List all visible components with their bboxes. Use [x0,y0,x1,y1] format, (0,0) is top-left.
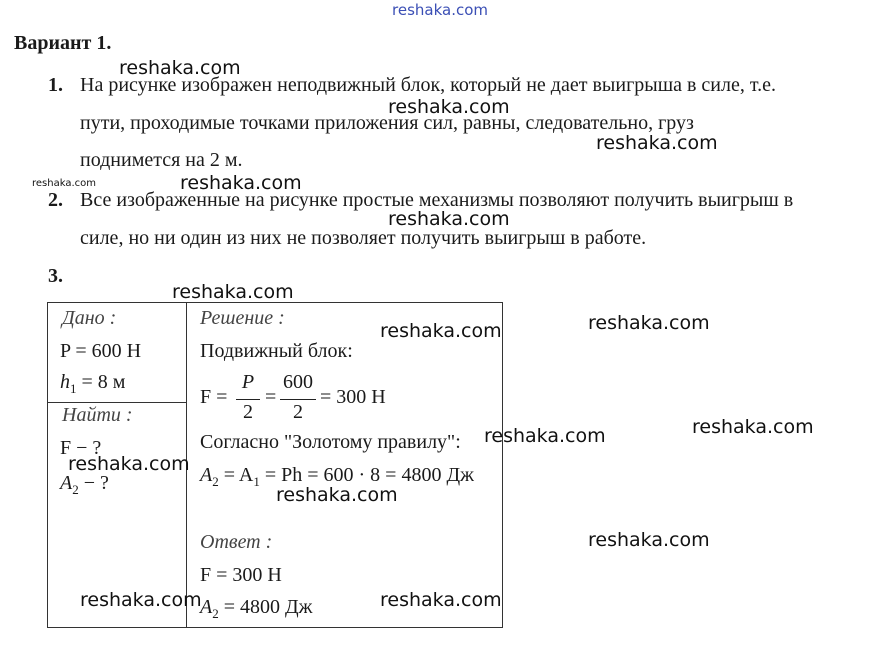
watermark: reshaka.com [276,484,398,506]
watermark: reshaka.com [80,589,202,611]
fraction-2-denominator: 2 [293,401,303,423]
watermark: reshaka.com [380,320,502,342]
formula-f-lhs: F = [200,386,228,408]
site-header-link[interactable]: reshaka.com [392,1,488,19]
item-2-line-2: силе, но ни один из них не позволяет получить выигрыш в работе. [80,227,647,249]
given-h-rhs: = 8 м [76,371,126,393]
fraction-1-denominator: 2 [243,401,253,423]
answer-label: Ответ : [200,531,273,553]
fraction-1-bar [236,399,260,400]
given-h-sub: 1 [70,381,77,396]
find-a-var: A [60,472,73,494]
find-a-sub: 2 [72,482,79,497]
watermark: reshaka.com [484,425,606,447]
item-1-line-3: поднимется на 2 м. [80,149,243,171]
fraction-2-numerator: 600 [283,371,313,393]
find-a-rhs: − ? [78,472,109,494]
watermark: reshaka.com [68,453,190,475]
given-h-var: h [60,371,70,393]
watermark-small: reshaka.com [32,178,96,189]
find-label: Найти : [62,404,133,426]
watermark: reshaka.com [380,589,502,611]
golden-rule-text: Согласно "Золотому правилу": [200,431,461,453]
table-given-divider [47,402,187,403]
variant-heading: Вариант 1. [14,32,112,54]
item-1-line-2: пути, проходимые точками приложения сил, равны, следовательно, груз [80,112,694,134]
table-left-border [47,302,48,628]
fraction-1-numerator: P [241,371,255,393]
fraction-2-bar [280,399,316,400]
given-h [60,371,125,397]
given-p: P = 600 Н [60,340,142,362]
item-2-number: 2. [48,189,63,211]
given-label: Дано : [62,307,117,329]
answer-f: F = 300 Н [200,564,282,586]
solution-label: Решение : [200,307,285,329]
find-a2 [60,472,109,498]
watermark: reshaka.com [588,312,710,334]
watermark: reshaka.com [180,172,302,194]
table-right-border [502,302,503,628]
formula-eq: = [265,386,277,408]
find-f: F − ? [60,437,102,459]
answer-a2: $A_2 = 4800$ Дж [200,596,313,621]
item-2-line-1: Все изображенные на рисунке простые механизмы позволяют получить выигрыш в [80,189,794,211]
table-bottom-border [47,627,503,628]
watermark: reshaka.com [588,529,710,551]
item-3-number: 3. [48,265,63,287]
item-1-number: 1. [48,74,63,96]
watermark: reshaka.com [388,208,510,230]
formula-a2: $A_2 = A_1 = Ph = 600 \cdot 8 = 4800$ Дж [200,464,474,489]
watermark: reshaka.com [692,416,814,438]
watermark: reshaka.com [172,281,294,303]
watermark: reshaka.com [119,57,241,79]
watermark: reshaka.com [596,132,718,154]
watermark: reshaka.com [388,96,510,118]
formula-f-rhs: = 300 Н [320,386,386,408]
item-1-line-1: На рисунке изображен неподвижный блок, который не дает выигрыша в силе, т.е. [80,74,776,96]
movable-block-text: Подвижный блок: [200,340,353,362]
